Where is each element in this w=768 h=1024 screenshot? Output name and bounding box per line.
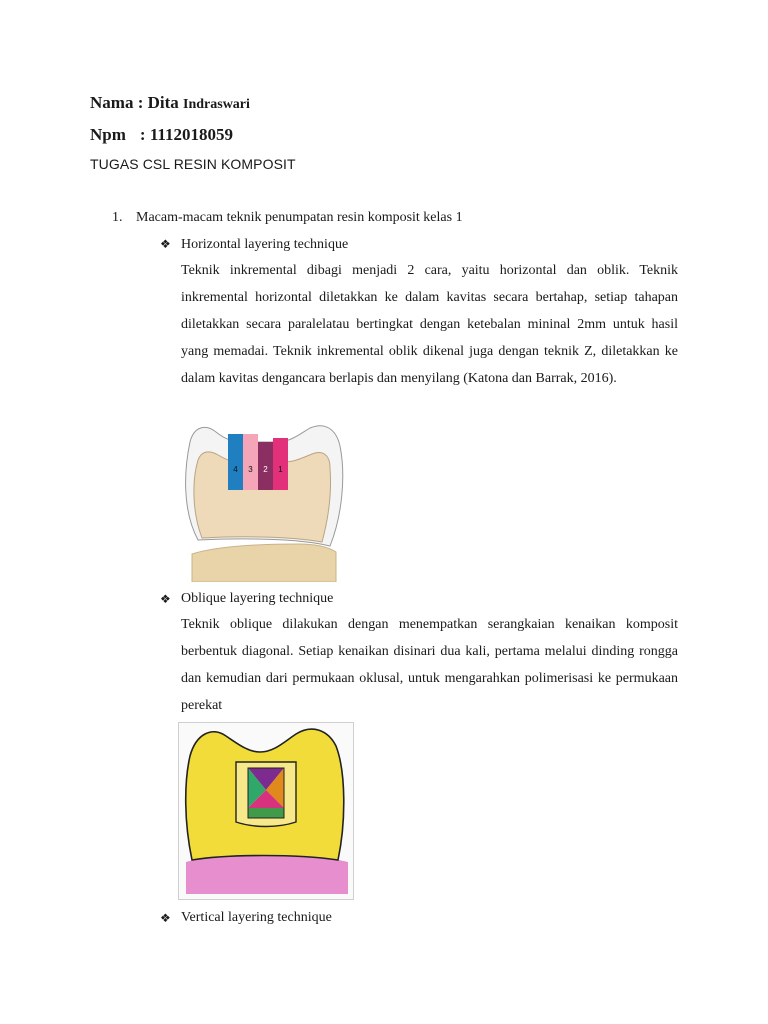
oblique-layering-drawing [178,722,354,900]
name-label: Nama : Dita [90,93,179,112]
list-item-text: Macam-macam teknik penumpatan resin komposit kelas 1 [136,210,463,225]
task-title: TUGAS CSL RESIN KOMPOSIT [90,156,296,172]
layer-label-2: 2 [263,465,268,474]
section-title-horizontal: Horizontal layering technique [181,237,349,252]
layer-1 [273,438,288,490]
diamond-bullet-icon: ❖ [160,592,171,606]
npm-value: : 1112018059 [139,125,233,144]
layer-3 [243,434,258,490]
layer-label-1: 1 [278,465,283,474]
section-title-oblique: Oblique layering technique [181,591,334,606]
diamond-bullet-icon: ❖ [160,237,171,251]
section-title-vertical: Vertical layering technique [181,910,332,925]
paragraph-oblique: Teknik oblique dilakukan dengan menempatkan serangkaian kenaikan komposit berbentuk diagonal. Setiap kenaikan disinari dua kali, pertama melalui dinding rongga dan kemudian dari permukaan oklusal, untuk mengarahkan polimerisasi ke permukaan perekat [181,617,678,713]
name-surname: Indraswari [183,97,250,112]
horizontal-layering-figure [178,420,350,582]
student-name [90,93,250,113]
paragraph-horizontal: Teknik inkremental dibagi menjadi 2 cara, yaitu horizontal dan oblik. Teknik inkremental horizontal diletakkan ke dalam kavitas secara bertahap, setiap tahapan diletakkan secara paralelatau bertingkat dengan ketebalan mininal 2mm untuk hasil yang memadai. Teknik inkremental oblik dikenal juga dengan teknik Z, diletakkan ke dalam kavitas dengancara berlapis dan menyilang (Katona dan Barrak, 2016). [181,263,678,386]
layer-label-3: 3 [248,465,253,474]
layer-label-4: 4 [233,465,238,474]
npm-label: Npm [90,125,126,144]
diamond-bullet-icon: ❖ [160,911,171,925]
layer-4 [228,434,243,490]
student-npm [90,125,233,145]
list-number: 1. [112,210,123,225]
